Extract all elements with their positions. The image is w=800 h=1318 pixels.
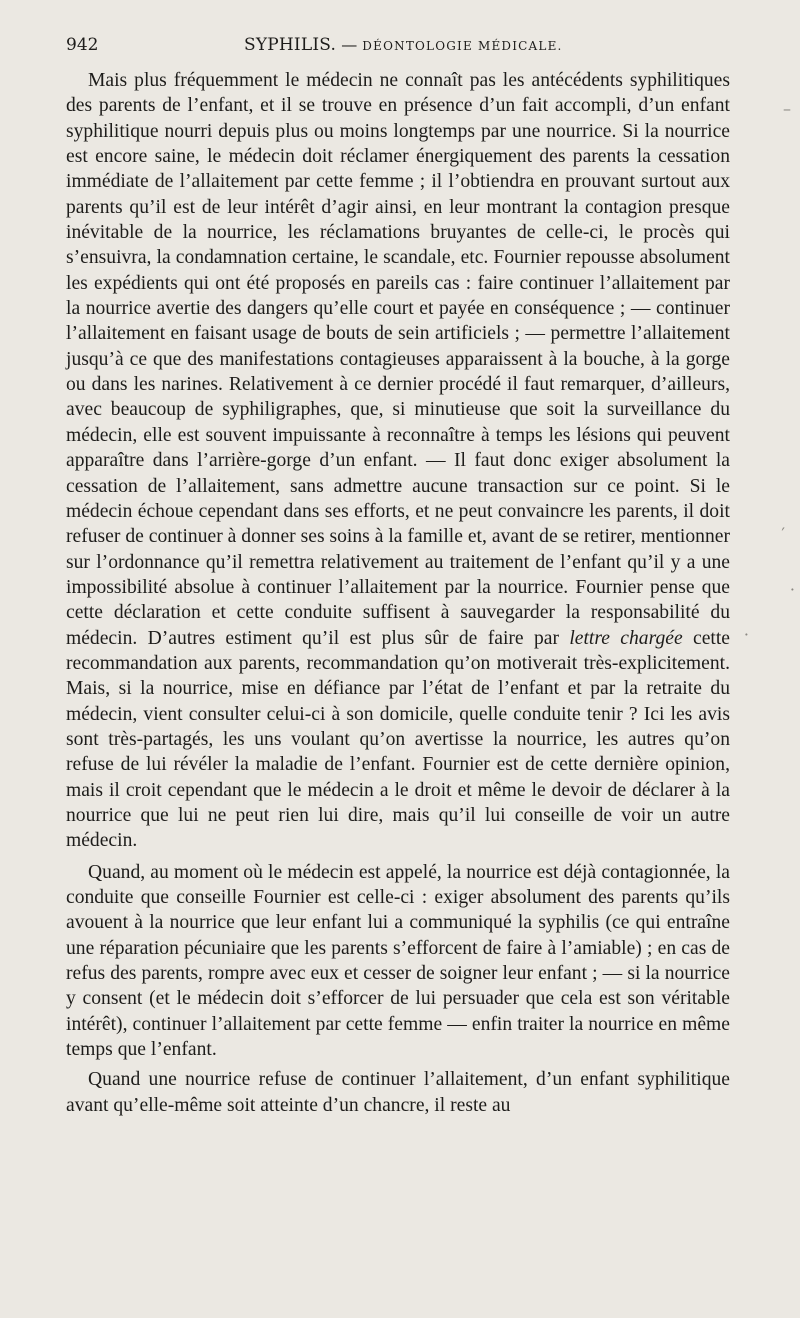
section-title: DÉONTOLOGIE MÉDICALE. — [362, 39, 563, 53]
book-title: SYPHILIS. — [244, 35, 337, 55]
paragraph-3: Quand une nourrice refuse de continuer l’allaitement, d’un enfant syphilitique avant qu’elle-même soit atteinte d’un chancre, il reste au — [66, 1069, 730, 1116]
italic-lettre-chargee: lettre chargée — [569, 627, 683, 649]
margin-dot-decoration: · — [789, 580, 795, 599]
paragraph-2: Quand, au moment où le médecin est appelé, la nourrice est déjà contagionnée, la conduite que conseille Fournier est celle-ci : exiger absolument des parents qu’ils avouent à la nourrice que leur enfant lui a communiqué la syphilis (ce qui entraîne une réparation pécuniaire que les parents s’efforcent de faire à l’amiable) ; en cas de refus des parents, rompre avec eux et cesser de soigner leur enfant ; — si la nourrice y consent (et le médecin doit s’efforcer de lui persuader que cela est son véritable intérêt), continuer l’allaitement par cette femme — enfin traiter la nourrice en même temps que l’enfant. — [66, 861, 730, 1061]
paragraph-1 — [66, 68, 730, 854]
margin-tick-decoration: ′ — [781, 524, 785, 543]
title-separator: — — [341, 35, 358, 54]
margin-dash-decoration: – — [783, 99, 791, 118]
paragraph-1-text-after-italic: cette recommandation aux parents, recommandation qu’on motiverait très-explicitement. Mais, si la nourrice, mise en défiance par l’état de l’enfant et par la retraite du médecin, vient consulter celui-ci à son domicile, quelle conduite tenir ? Ici les avis sont très-partagés, les uns voulant qu’on avertisse la nourrice, les autres qu’on refuse de lui révéler la maladie de l’enfant. Fournier est de cette dernière opinion, mais il croit cependant que le médecin a le droit et même le devoir de déclarer à la nourrice que lui ne peut rien lui dire, mais qu’il lui conseille de voir un autre médecin. — [66, 627, 730, 852]
paragraph-1-text-before-italic: Mais plus fréquemment le médecin ne connaît pas les antécédents syphilitiques des parents de l’enfant, et il se trouve en présence d’un fait accompli, d’un enfant syphilitique nourri depuis plus ou moins longtemps par une nourrice. Si la nourrice est encore saine, le médecin doit réclamer énergiquement des parents la cessation immédiate de l’allaitement par cette femme ; il l’obtiendra en prouvant surtout aux parents qu’il est de leur intérêt d’agir ainsi, en leur montrant la contagion presque inévitable de la nourrice, les réclamations bruyantes de celle-ci, le procès qui s’ensuivra, la condamnation certaine, le scandale, etc. Fournier repousse absolument les expédients qui ont été proposés en pareils cas : faire continuer l’allaitement par la nourrice avertie des dangers qu’elle court et payée en conséquence ; — continuer l’allaitement en faisant usage de bouts de sein artificiels ; — permettre l’allaitement jusqu’à ce que des manifestations contagieuses apparaissent à la bouche, à la gorge ou dans les narines. Relativement à ce dernier procédé il faut remarquer, d’ailleurs, avec beaucoup de syphiligraphes, que, si minutieuse que soit la surveillance du médecin, elle est souvent impuissante à reconnaître à temps les lésions qui peuvent apparaître dans l’arrière-gorge d’un enfant. — Il faut donc exiger absolument la cessation de l’allaitement, sans admettre aucune transaction sur ce point. Si le médecin échoue cependant dans ses efforts, et ne peut convaincre les parents, il doit refuser de continuer à donner ses soins à la famille et, avant de se retirer, mentionner sur l’ordonnance qu’il remettra relativement au traitement de l’enfant qu’il y a une impossibilité absolue à continuer l’allaitement par la nourrice. Fournier pense que cette déclaration et cette conduite suffisent à sauvegarder la responsabilité du médecin. D’autres estiment qu’il est plus sûr de faire par — [66, 70, 730, 649]
running-title — [244, 30, 563, 61]
running-header — [66, 30, 730, 60]
body-text — [66, 68, 730, 1118]
margin-mark-decoration: · — [743, 625, 749, 644]
page-number: 942 — [66, 35, 99, 55]
